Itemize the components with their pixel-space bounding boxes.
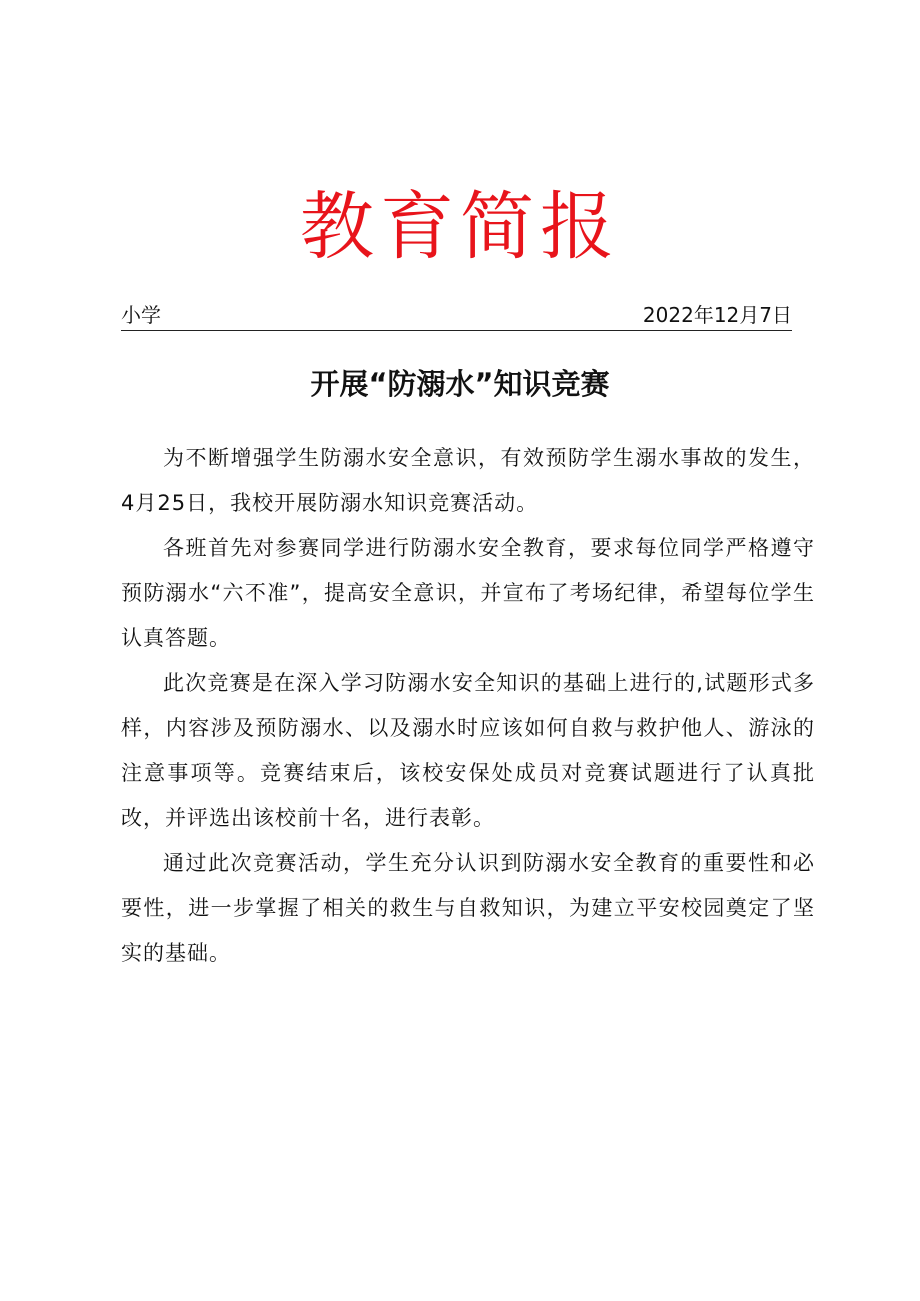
paragraph: 此次竞赛是在深入学习防溺水安全知识的基础上进行的,试题形式多样，内容涉及预防溺水、以及溺水时应该如何自救与救护他人、游泳的注意事项等。竞赛结束后，该校安保处成员对竞赛试题进行了认真批改，并评选出该校前十名，进行表彰。: [121, 671, 815, 830]
article-headline: 开展“防溺水”知识竞赛: [310, 367, 610, 401]
paragraph: 各班首先对参赛同学进行防溺水安全教育，要求每位同学严格遵守预防溺水“六不准”，提高安全意识，并宣布了考场纪律，希望每位学生认真答题。: [121, 536, 815, 650]
school-name: 小学: [121, 303, 161, 327]
article-body: [121, 436, 815, 976]
issue-date: 2022年12月7日: [642, 303, 792, 327]
masthead-title: 教育简报: [300, 184, 620, 270]
paragraph: 为不断增强学生防溺水安全意识，有效预防学生溺水事故的发生，4月25日，我校开展防溺水知识竞赛活动。: [121, 446, 815, 515]
paragraph: 通过此次竞赛活动，学生充分认识到防溺水安全教育的重要性和必要性，进一步掌握了相关的救生与自救知识，为建立平安校园奠定了坚实的基础。: [121, 851, 815, 965]
issue-info-line: [121, 300, 792, 331]
